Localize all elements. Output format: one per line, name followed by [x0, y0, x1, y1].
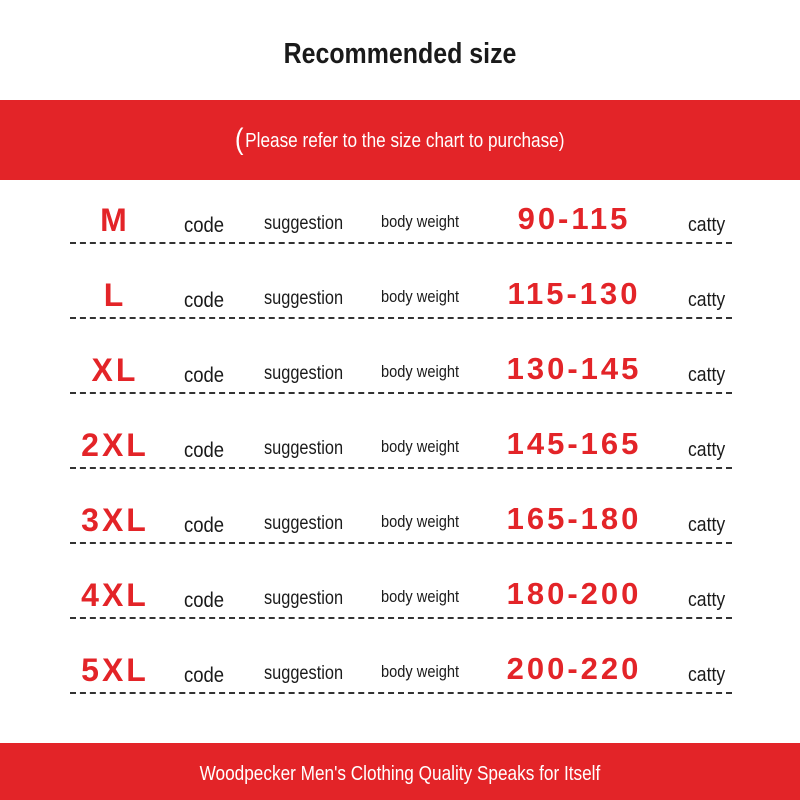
- size-row: [0, 405, 800, 480]
- size-label: 2XL: [81, 427, 149, 463]
- weight-range: 130-145: [506, 351, 642, 386]
- weight-range: 115-130: [507, 276, 641, 311]
- footer-banner: [0, 743, 800, 800]
- suggestion-label: suggestion: [264, 663, 344, 684]
- unit-label: catty: [688, 664, 726, 686]
- code-label: code: [184, 514, 225, 537]
- weight-range: 165-180: [506, 501, 642, 536]
- code-label: code: [184, 364, 225, 387]
- dashed-divider: [70, 692, 732, 694]
- unit-label: catty: [688, 589, 726, 611]
- dashed-divider: [70, 392, 732, 394]
- dashed-divider: [70, 242, 732, 244]
- code-label: code: [184, 439, 225, 462]
- weight-range: 180-200: [506, 576, 642, 611]
- suggestion-label: suggestion: [264, 213, 344, 234]
- instruction-text-wrapper: [235, 100, 565, 181]
- body-weight-label: body weight: [381, 587, 460, 606]
- dashed-divider: [70, 317, 732, 319]
- size-row: [0, 180, 800, 255]
- code-label: code: [184, 214, 225, 237]
- size-row: [0, 255, 800, 330]
- size-row: [0, 330, 800, 405]
- code-label: code: [184, 664, 225, 687]
- size-label: M: [100, 202, 130, 238]
- size-label: XL: [91, 352, 139, 388]
- instruction-text: Please refer to the size chart to purchase): [245, 130, 565, 152]
- instruction-banner: [0, 100, 800, 180]
- size-row: [0, 630, 800, 705]
- suggestion-label: suggestion: [264, 513, 344, 534]
- unit-label: catty: [688, 214, 726, 236]
- unit-label: catty: [688, 439, 726, 461]
- size-row: [0, 555, 800, 630]
- suggestion-label: suggestion: [264, 588, 344, 609]
- size-table: [0, 180, 800, 705]
- code-label: code: [184, 589, 225, 612]
- suggestion-label: suggestion: [264, 363, 344, 384]
- dashed-divider: [70, 467, 732, 469]
- size-label: 3XL: [81, 502, 149, 538]
- weight-range: 90-115: [517, 201, 631, 236]
- unit-label: catty: [688, 364, 726, 386]
- body-weight-label: body weight: [381, 287, 460, 306]
- suggestion-label: suggestion: [264, 288, 344, 309]
- suggestion-label: suggestion: [264, 438, 344, 459]
- instruction-open-paren: (: [235, 123, 244, 156]
- page-title: Recommended size: [283, 38, 517, 70]
- dashed-divider: [70, 542, 732, 544]
- body-weight-label: body weight: [381, 662, 460, 681]
- body-weight-label: body weight: [381, 212, 460, 231]
- body-weight-label: body weight: [381, 362, 460, 381]
- weight-range: 200-220: [506, 651, 642, 686]
- size-row: [0, 480, 800, 555]
- footer-text: Woodpecker Men's Clothing Quality Speaks for Itself: [199, 763, 601, 785]
- size-label: L: [103, 277, 127, 313]
- unit-label: catty: [688, 289, 726, 311]
- code-label: code: [184, 289, 225, 312]
- body-weight-label: body weight: [381, 437, 460, 456]
- unit-label: catty: [688, 514, 726, 536]
- weight-range: 145-165: [506, 426, 642, 461]
- body-weight-label: body weight: [381, 512, 460, 531]
- size-label: 5XL: [81, 652, 149, 688]
- size-label: 4XL: [81, 577, 149, 613]
- dashed-divider: [70, 617, 732, 619]
